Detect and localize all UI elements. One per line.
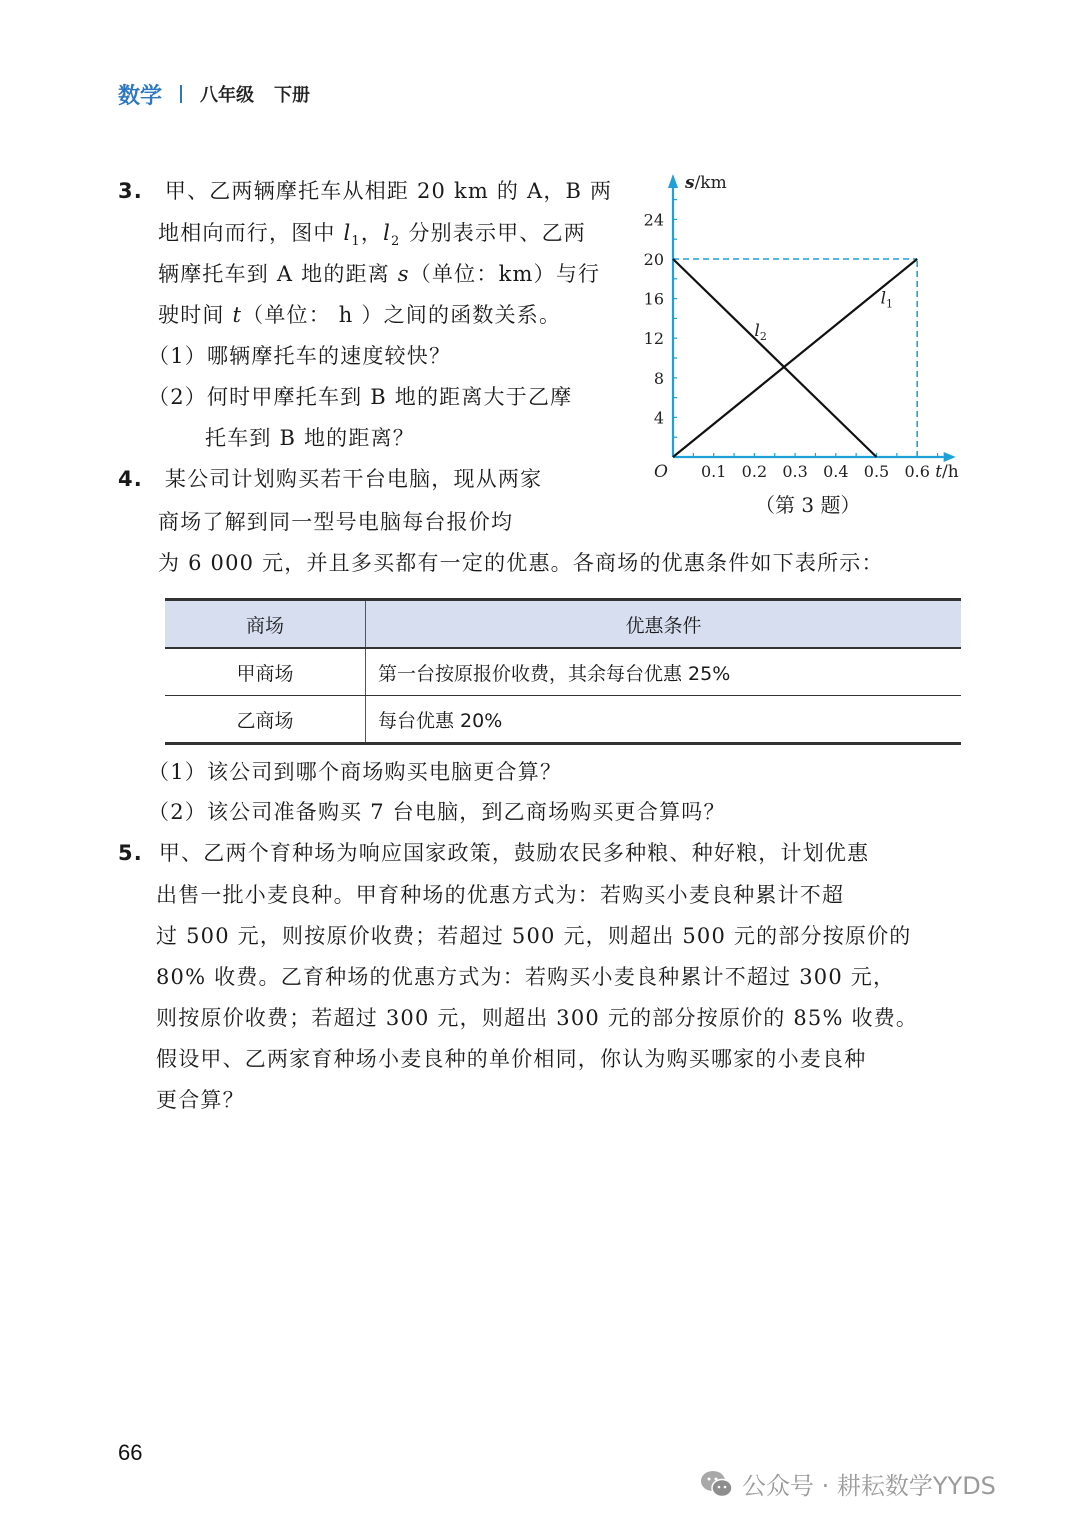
header-mall: 商场 xyxy=(165,600,366,649)
wechat-icon xyxy=(700,1469,734,1499)
cell-discount: 第一台按原报价收费，其余每台优惠 25% xyxy=(366,648,962,696)
q4-line-2: 商场了解到同一型号电脑每台报价均 xyxy=(158,510,514,534)
header-grade: 八年级 xyxy=(200,85,255,106)
q5-line-5: 则按原价收费；若超过 300 元，则超出 300 元的部分按原价的 85% 收费。 xyxy=(156,1006,919,1030)
l1-subscript: 1 xyxy=(351,234,361,250)
q4-line-3: 为 6 000 元，并且多买都有一定的优惠。各商场的优惠条件如下表所示： xyxy=(158,551,884,575)
x-tick-label: 0.1 xyxy=(700,462,727,481)
q4-line-1 xyxy=(118,464,542,494)
cell-mall: 甲商场 xyxy=(165,648,366,696)
discount-table xyxy=(165,598,961,745)
l1-symbol: l xyxy=(343,221,352,245)
watermark-text: 公众号 · 耕耘数学YYDS xyxy=(742,1472,996,1500)
q5-line-2: 出售一批小麦良种。甲育种场的优惠方式为：若购买小麦良种累计不超 xyxy=(156,883,845,907)
q3-line-2 xyxy=(158,218,586,257)
watermark xyxy=(700,1466,996,1501)
l2-subscript: 2 xyxy=(391,234,401,250)
t-symbol: t xyxy=(232,303,243,327)
x-tick-label: 0.5 xyxy=(863,462,890,481)
distance-time-chart xyxy=(640,160,980,530)
y-tick-label: 8 xyxy=(653,368,664,388)
y-axis-label: s/km xyxy=(685,173,727,193)
q3-text-3a: 辆摩托车到 A 地的距离 xyxy=(158,262,398,286)
y-tick-label: 20 xyxy=(643,250,664,269)
y-tick-label: 16 xyxy=(643,289,664,309)
y-tick-label: 24 xyxy=(643,210,664,230)
header-volume: 下册 xyxy=(274,85,311,106)
q4-sub2: （2）该公司准备购买 7 台电脑，到乙商场购买更合算吗？ xyxy=(148,800,726,824)
series-line-l2 xyxy=(673,259,877,457)
x-tick-label: 0.6 xyxy=(904,462,930,481)
x-tick-label: 0.3 xyxy=(782,462,808,481)
x-axis-label: t/h xyxy=(935,462,959,482)
q3-text-4b: （单位： h ）之间的函数关系。 xyxy=(242,303,562,327)
header-discount: 优惠条件 xyxy=(366,600,962,649)
chart-caption: （第 3 题） xyxy=(755,493,861,517)
l2-symbol: l xyxy=(383,221,392,245)
q3-sub2-line2: 托车到 B 地的距离？ xyxy=(205,426,415,450)
cell-mall: 乙商场 xyxy=(165,696,366,744)
q3-text-1: 甲、乙两辆摩托车从相距 20 km 的 A，B 两 xyxy=(164,179,613,203)
q3-number: 3. xyxy=(118,179,143,203)
q3-text-2b: ， xyxy=(360,221,384,245)
q4-number: 4. xyxy=(118,467,143,491)
q3-text-2a: 地相向而行，图中 xyxy=(158,221,344,245)
y-axis-arrow-icon xyxy=(668,174,678,188)
y-tick-label: 4 xyxy=(653,408,664,428)
series-label-l1: $l_1$ xyxy=(880,288,894,311)
origin-label: O xyxy=(654,462,668,482)
q5-line-1 xyxy=(118,838,869,868)
q4-sub1: （1）该公司到哪个商场购买电脑更合算？ xyxy=(148,760,563,784)
page-number: 66 xyxy=(118,1440,143,1465)
x-axis-arrow-icon xyxy=(944,452,956,462)
table-row xyxy=(165,648,961,696)
table-header-row xyxy=(165,600,961,649)
q5-line-3: 过 500 元，则按原价收费；若超过 500 元，则超出 500 元的部分按原价的 xyxy=(156,924,912,948)
x-tick-label: 0.2 xyxy=(741,462,768,481)
q5-line-4: 80% 收费。乙育种场的优惠方式为：若购买小麦良种累计不超过 300 元， xyxy=(156,965,896,989)
series-label-l2: $l_2$ xyxy=(754,321,767,344)
q3-sub1: （1）哪辆摩托车的速度较快？ xyxy=(148,344,452,368)
q5-line-6: 假设甲、乙两家育种场小麦良种的单价相同，你认为购买哪家的小麦良种 xyxy=(156,1047,867,1071)
s-symbol: s xyxy=(397,262,410,286)
table-row xyxy=(165,696,961,744)
q3-line-4 xyxy=(158,300,561,330)
q5-number: 5. xyxy=(118,841,143,865)
q5-text-1: 甲、乙两个育种场为响应国家政策，鼓励农民多种粮、种好粮，计划优惠 xyxy=(158,841,870,865)
x-tick-label: 0.4 xyxy=(823,462,849,481)
header-subject: 数学 xyxy=(118,83,163,109)
q3-text-3b: （单位：km）与行 xyxy=(409,262,601,286)
q3-text-2c: 分别表示甲、乙两 xyxy=(400,221,586,245)
q4-text-1: 某公司计划购买若干台电脑，现从两家 xyxy=(164,467,543,491)
y-tick-label: 12 xyxy=(643,329,664,349)
q3-text-4a: 驶时间 xyxy=(158,303,233,327)
q3-line-3 xyxy=(158,259,600,289)
cell-discount: 每台优惠 20% xyxy=(366,696,962,744)
q3-sub2-line1: （2）何时甲摩托车到 B 地的距离大于乙摩 xyxy=(148,385,573,409)
header-divider xyxy=(180,85,182,103)
q3-line-1 xyxy=(118,176,612,206)
page-header xyxy=(118,78,310,110)
q5-line-7: 更合算？ xyxy=(156,1088,245,1112)
